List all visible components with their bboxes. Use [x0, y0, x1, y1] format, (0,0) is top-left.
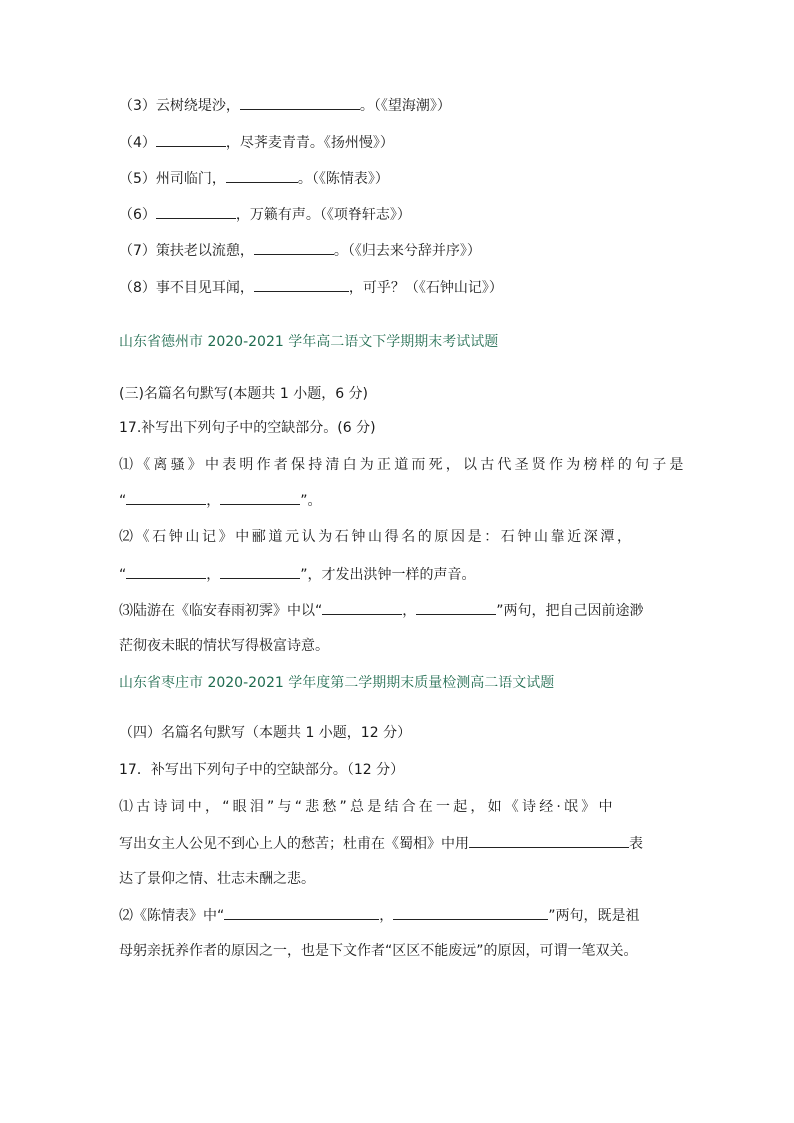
comma: ， — [379, 908, 394, 924]
answer-blank[interactable] — [226, 168, 298, 183]
item-5-text: （5）州司临门， — [119, 171, 226, 187]
section-heading-zaozhuang: 山东省枣庄市 2020-2021 学年度第二学期期末质量检测高二语文试题 — [119, 675, 555, 691]
sub-question-1: ⑴古诗词中，“眼泪”与“悲愁”总是结合在一起，如《诗经·氓》中 — [119, 799, 616, 815]
answer-blank[interactable] — [322, 600, 402, 615]
item-8-text: （8）事不目见耳闻， — [119, 280, 254, 296]
sub-question-3 — [119, 600, 675, 621]
item-8 — [119, 277, 675, 298]
close-quote: ”。 — [300, 493, 322, 509]
answer-blank[interactable] — [393, 905, 548, 920]
sub-question-2 — [119, 905, 675, 926]
sub-question-2: ⑵《石钟山记》中郦道元认为石钟山得名的原因是：石钟山靠近深潭， — [119, 529, 634, 545]
sub-question-1-cont — [119, 833, 675, 854]
item-5-source: 。（《陈情表》） — [297, 171, 389, 187]
sub-question-2-tail: ”两句，既是祖 — [548, 908, 640, 924]
sub-question-1-text: 写出女主人公见不到心上人的愁苦；杜甫在《蜀相》中用 — [119, 836, 469, 852]
sub-question-3-cont: 茫彻夜未眠的情状写得极富诗意。 — [119, 638, 329, 654]
answer-blank[interactable] — [416, 600, 496, 615]
answer-blank[interactable] — [254, 277, 349, 292]
item-3-source: 。（《望海潮》） — [359, 98, 451, 114]
sub-question-1-end: 达了景仰之情、壮志未酬之悲。 — [119, 871, 315, 887]
answer-blank[interactable] — [224, 905, 379, 920]
sub-question-2-cont: 母躬亲抚养作者的原因之一，也是下文作者“区区不能废远”的原因，可谓一笔双关。 — [119, 943, 638, 959]
answer-blank[interactable] — [126, 564, 206, 579]
answer-blank[interactable] — [240, 95, 360, 110]
item-6-text: （6） — [119, 207, 156, 223]
comma: ， — [206, 493, 221, 509]
answer-blank[interactable] — [254, 240, 334, 255]
section-subheading: (三)名篇名句默写(本题共 1 小题，6 分) — [119, 386, 369, 402]
sub-question-3-text: ⑶陆游在《临安春雨初霁》中以“ — [119, 603, 323, 619]
answer-blank[interactable] — [220, 564, 300, 579]
answer-blank[interactable] — [126, 490, 206, 505]
section-subheading: （四）名篇名句默写（本题共 1 小题，12 分） — [119, 725, 412, 741]
answer-blank[interactable] — [220, 490, 300, 505]
open-quote: “ — [119, 493, 127, 509]
item-6 — [119, 204, 675, 225]
sub-question-3-tail: ”两句，把自己因前途渺 — [496, 603, 644, 619]
sub-question-2-text: ⑵《陈情表》中“ — [119, 908, 225, 924]
answer-blank[interactable] — [156, 204, 236, 219]
sub-question-1-blanks — [119, 490, 675, 511]
item-7 — [119, 240, 675, 261]
item-7-source: 。（《归去来兮辞并序》） — [333, 243, 481, 259]
comma: ， — [402, 603, 417, 619]
item-7-text: （7）策扶老以流憩， — [119, 243, 254, 259]
close-quote: ”，才发出洪钟一样的声音。 — [300, 567, 476, 583]
sub-question-1: ⑴《离骚》中表明作者保持清白为正道而死，以古代圣贤作为榜样的句子是 — [119, 457, 687, 473]
answer-blank[interactable] — [469, 833, 629, 848]
item-4-source: ，尽荠麦青青。《扬州慢》） — [225, 135, 394, 151]
question-17: 17.补写出下列句子中的空缺部分。(6 分) — [119, 420, 376, 436]
item-8-source: ，可乎？（《石钟山记》） — [348, 280, 503, 296]
item-3-text: （3）云树绕堤沙， — [119, 98, 240, 114]
section-heading-dezhou: 山东省德州市 2020-2021 学年高二语文下学期期末考试试题 — [119, 334, 499, 350]
item-6-source: ，万籁有声。（《项脊轩志》） — [235, 207, 411, 223]
comma: ， — [206, 567, 221, 583]
sub-question-2-blanks — [119, 564, 675, 585]
item-4-text: （4） — [119, 135, 156, 151]
answer-blank[interactable] — [156, 132, 226, 147]
item-3 — [119, 95, 675, 116]
open-quote: “ — [119, 567, 127, 583]
item-5 — [119, 168, 675, 189]
item-4 — [119, 132, 675, 153]
sub-question-1-tail: 表 — [629, 836, 643, 852]
question-17: 17．补写出下列句子中的空缺部分。（12 分） — [119, 762, 405, 778]
